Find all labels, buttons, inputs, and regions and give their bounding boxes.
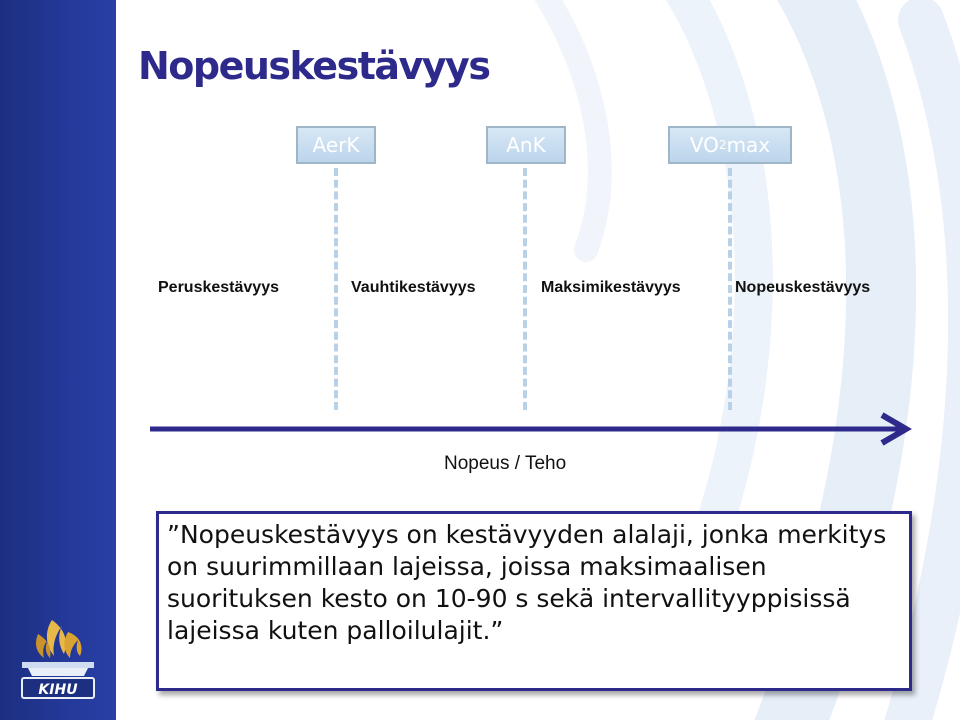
kihu-logo — [8, 612, 108, 702]
zone-label: AnK — [506, 133, 546, 157]
zone-box-aerk — [296, 126, 376, 164]
definition-text: ”Nopeuskestävyys on kestävyyden alalaji, jonka merkitys on suurimmillaan lajeissa, joissa maksimaalisen suorituksen kesto on 10-90 s sekä intervallityyppisissä lajeissa kuten palloilulajit.” — [167, 520, 887, 645]
zone-box-vo2max — [668, 126, 792, 164]
logo-text: KIHU — [38, 682, 78, 698]
zone-label: AerK — [312, 133, 360, 157]
page-title: Nopeuskestävyys — [138, 44, 490, 88]
threshold-line-aerk — [334, 168, 338, 410]
zone-suffix: max — [726, 133, 771, 157]
threshold-line-ank — [523, 168, 527, 410]
category-peruskestavyys: Peruskestävyys — [158, 279, 279, 296]
category-maksimikestavyys: Maksimikestävyys — [541, 279, 681, 296]
axis-label: Nopeus / Teho — [444, 453, 567, 474]
zone-label: VO — [689, 133, 719, 157]
category-nopeuskestavyys: Nopeuskestävyys — [735, 279, 871, 296]
threshold-line-vo2max — [728, 168, 732, 410]
definition-box — [156, 511, 912, 691]
torch-flame-icon — [36, 620, 82, 658]
zone-subscript: 2 — [718, 138, 727, 152]
zone-box-ank — [486, 126, 566, 164]
category-vauhtikestavyys: Vauhtikestävyys — [351, 279, 476, 296]
axis-arrow — [150, 412, 916, 446]
